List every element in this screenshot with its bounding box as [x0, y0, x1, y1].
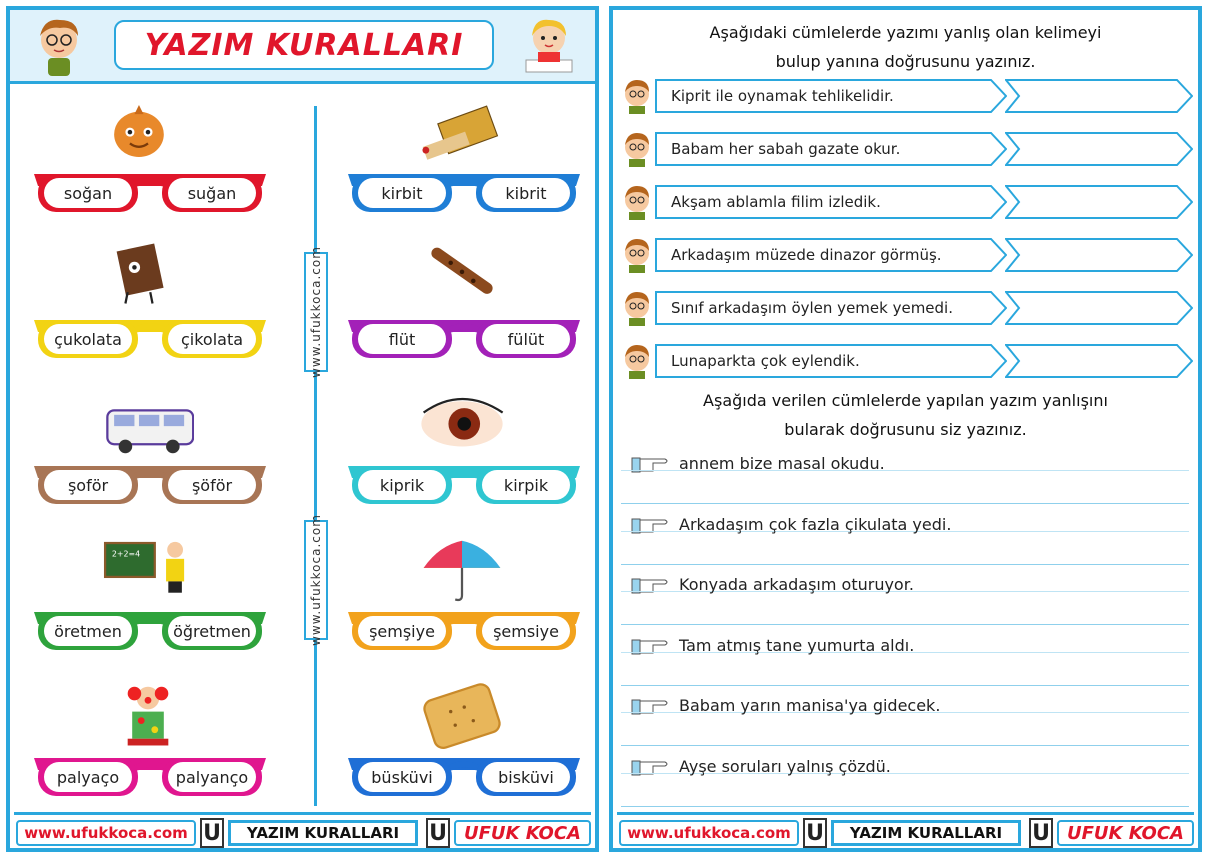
writing-sentence: Babam yarın manisa'ya gidecek.: [679, 696, 941, 715]
footer-rule: [617, 812, 1194, 815]
writing-sentence: Konyada arkadaşım oturuyor.: [679, 575, 914, 594]
writing-line[interactable]: [621, 507, 1189, 565]
glasses-card: [30, 316, 270, 360]
word-option-left[interactable]: şoför: [44, 470, 132, 500]
writing-sentence: Ayşe soruları yalnış çözdü.: [679, 756, 891, 776]
matchbox-icon: [416, 96, 508, 166]
sentence-arrow: [655, 238, 1007, 276]
word-option-right[interactable]: kibrit: [482, 178, 570, 208]
answer-arrow-field[interactable]: [1005, 238, 1193, 276]
word-option-right[interactable]: kirpik: [482, 470, 570, 500]
word-option-right[interactable]: bisküvi: [482, 762, 570, 792]
biscuit-icon: [416, 680, 508, 750]
answer-arrow-field[interactable]: [1005, 344, 1193, 382]
sentence-row: [617, 129, 1192, 167]
answer-arrow-field[interactable]: [1005, 132, 1193, 170]
word-option-right[interactable]: fülüt: [482, 324, 570, 354]
word-option-left[interactable]: büsküvi: [358, 762, 446, 792]
u-logo-icon: U: [1029, 818, 1053, 848]
sentence-row: [617, 182, 1192, 220]
answer-arrow-field[interactable]: [1005, 185, 1193, 223]
word-option-left[interactable]: şemşiye: [358, 616, 446, 646]
left-worksheet: [6, 6, 599, 852]
word-option-left[interactable]: soğan: [44, 178, 132, 208]
watermark-tag: www.ufukkoca.com: [304, 252, 328, 372]
left-header: [10, 10, 595, 84]
flute-icon: [416, 238, 508, 308]
sentence-row: [617, 341, 1192, 379]
instruction-1: [613, 18, 1198, 76]
footer: [617, 818, 1194, 848]
page-title: YAZIM KURALLARI: [114, 20, 494, 70]
word-option-right[interactable]: çikolata: [168, 324, 256, 354]
sentence-text: Sınıf arkadaşım öylen yemek yemedi.: [671, 299, 953, 317]
answer-arrow-field[interactable]: [1005, 291, 1193, 329]
word-option-left[interactable]: öretmen: [44, 616, 132, 646]
word-option-right[interactable]: suğan: [168, 178, 256, 208]
glasses-card: [344, 754, 584, 798]
u-logo-icon: U: [200, 818, 224, 848]
glasses-card: [344, 462, 584, 506]
word-option-left[interactable]: palyaço: [44, 762, 132, 792]
sentence-row: [617, 235, 1192, 273]
footer-title: YAZIM KURALLARI: [831, 820, 1021, 846]
sentence-text: Arkadaşım müzede dinazor görmüş.: [671, 246, 942, 264]
glasses-card: [344, 316, 584, 360]
writing-line[interactable]: [621, 628, 1189, 686]
instruction-2-line-2: bularak doğrusunu siz yazınız.: [784, 420, 1027, 439]
word-option-left[interactable]: çukolata: [44, 324, 132, 354]
footer-rule: [14, 812, 591, 815]
boy-face-icon: [619, 129, 655, 167]
instruction-1-line-2: bulup yanına doğrusunu yazınız.: [775, 52, 1036, 71]
eye-icon: [416, 390, 508, 460]
writing-line[interactable]: [621, 446, 1189, 504]
sentence-text: Lunaparkta çok eylendik.: [671, 352, 860, 370]
onion-icon: [102, 96, 194, 166]
instruction-1-line-1: Aşağıdaki cümlelerde yazımı yanlış olan kelimeyi: [709, 23, 1102, 42]
chocolate-icon: [102, 238, 194, 308]
boy-face-icon: [619, 76, 655, 114]
writing-line[interactable]: [621, 688, 1189, 746]
word-option-right[interactable]: palyanço: [168, 762, 256, 792]
svg-text:2+2=4: 2+2=4: [111, 549, 141, 559]
umbrella-icon: [416, 534, 508, 604]
writing-line[interactable]: [621, 749, 1189, 807]
sentence-arrow: [655, 132, 1007, 170]
glasses-card: [30, 462, 270, 506]
footer-site-link[interactable]: www.ufukkoca.com: [16, 820, 196, 846]
boy-face-icon: [619, 341, 655, 379]
sentence-arrow: [655, 79, 1007, 117]
footer-site-link[interactable]: www.ufukkoca.com: [619, 820, 799, 846]
sentence-arrow: [655, 185, 1007, 223]
sentence-row: [617, 76, 1192, 114]
footer: [14, 818, 591, 848]
writing-sentence: Arkadaşım çok fazla çikulata yedi.: [679, 514, 952, 534]
u-logo-icon: U: [426, 818, 450, 848]
instruction-2-line-1: Aşağıda verilen cümlelerde yapılan yazım yanlışını: [703, 391, 1108, 410]
sentence-text: Kiprit ile oynamak tehlikelidir.: [671, 87, 894, 105]
glasses-card: [30, 170, 270, 214]
glasses-card: [30, 608, 270, 652]
girl-reading-icon: [518, 14, 580, 78]
answer-arrow-field[interactable]: [1005, 79, 1193, 117]
word-option-left[interactable]: flüt: [358, 324, 446, 354]
writing-sentence: Tam atmış tane yumurta aldı.: [679, 635, 915, 655]
boy-with-glasses-icon: [28, 14, 90, 78]
word-option-left[interactable]: kiprik: [358, 470, 446, 500]
sentence-row: [617, 288, 1192, 326]
glasses-card: [344, 170, 584, 214]
center-divider: [314, 106, 317, 806]
sentence-arrow: [655, 291, 1007, 329]
word-option-right[interactable]: şöför: [168, 470, 256, 500]
minibus-icon: [102, 390, 194, 460]
word-option-right[interactable]: şemsiye: [482, 616, 570, 646]
writing-line[interactable]: [621, 567, 1189, 625]
footer-brand: UFUK KOCA: [454, 820, 591, 846]
clown-icon: [102, 680, 194, 750]
teacher-icon: [102, 534, 194, 604]
word-option-right[interactable]: öğretmen: [168, 616, 256, 646]
footer-brand: UFUK KOCA: [1057, 820, 1194, 846]
watermark-tag: www.ufukkoca.com: [304, 520, 328, 640]
sentence-text: Babam her sabah gazate okur.: [671, 140, 901, 158]
writing-sentence: annem bize masal okudu.: [679, 454, 885, 473]
footer-title: YAZIM KURALLARI: [228, 820, 418, 846]
glasses-card: [30, 754, 270, 798]
right-worksheet: [609, 6, 1202, 852]
glasses-card: [344, 608, 584, 652]
boy-face-icon: [619, 235, 655, 273]
boy-face-icon: [619, 182, 655, 220]
instruction-2: [613, 386, 1198, 444]
sentence-text: Akşam ablamla filim izledik.: [671, 193, 881, 211]
u-logo-icon: U: [803, 818, 827, 848]
boy-face-icon: [619, 288, 655, 326]
sentence-arrow: [655, 344, 1007, 382]
word-option-left[interactable]: kirbit: [358, 178, 446, 208]
